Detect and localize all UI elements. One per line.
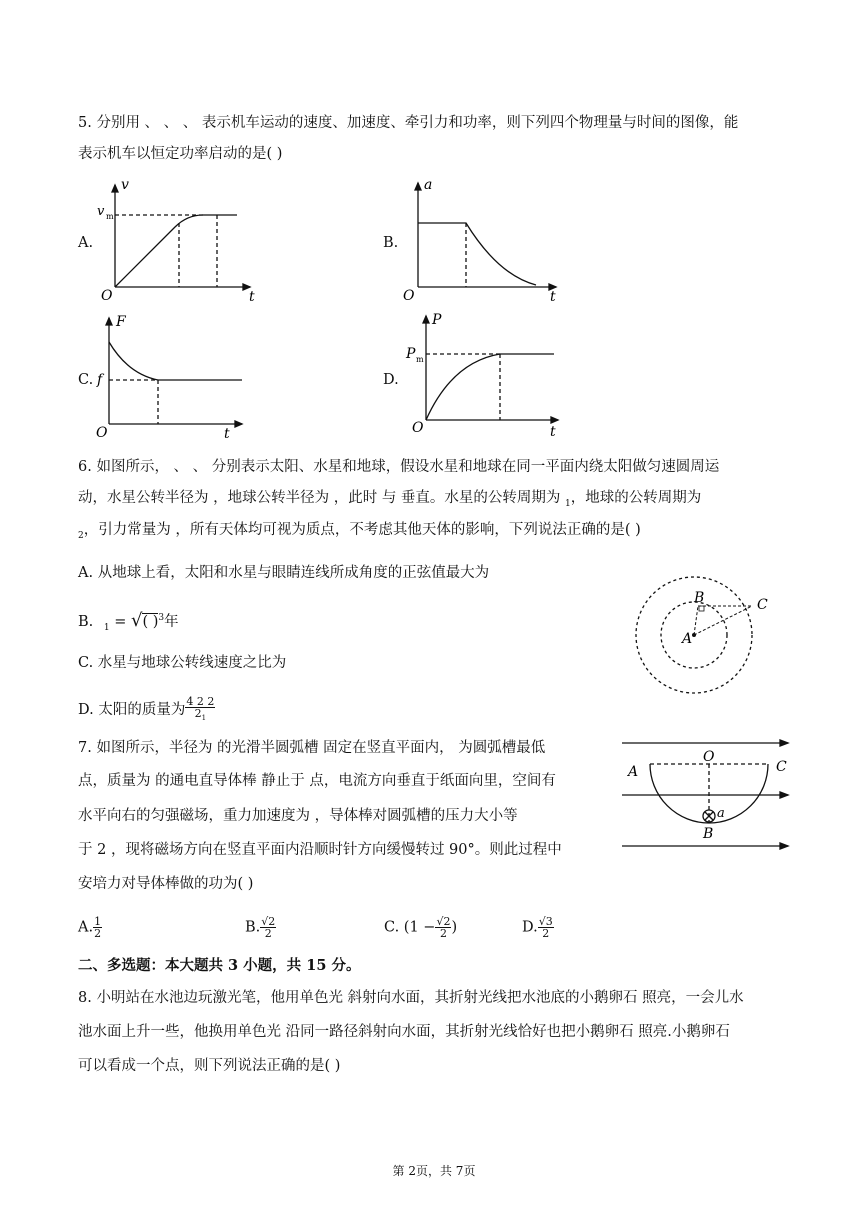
q7-line1: 7. 如图所示，半径为 的光滑半圆弧槽 固定在竖直平面内， 为圆弧槽最低 [78, 740, 546, 756]
option-5b-label: B. [383, 235, 399, 251]
q6-line1: 6. 如图所示， 、 、 分别表示太阳、水星和地球，假设水星和地球在同一平面内绕太阳做匀速圆周运 [78, 459, 720, 475]
origin-label: O [403, 288, 415, 304]
orbit-diagram [632, 578, 792, 698]
q7-option-c-num: √2 [436, 915, 451, 928]
mark-sub: m [106, 212, 114, 221]
q6-option-b-sub: 1 [103, 622, 110, 633]
q7-line4: 于 2 ，现将磁场方向在竖直平面内沿顺时针方向缓慢转过 90°。则此过程中 [78, 842, 562, 858]
q6-option-a [78, 563, 489, 583]
q7-option-d-den: 2 [542, 927, 550, 940]
q6-option-c-text: C. 水星与地球公转线速度之比为 [78, 655, 287, 671]
q6-option-d-num: 4 2 2 [186, 695, 215, 708]
mark-label: P [406, 346, 416, 362]
point-a-label: A [682, 631, 693, 647]
semicircle-diagram [622, 735, 802, 855]
q6-line3-text: ，引力常量为 ，所有天体均可视为质点，不考虑其他天体的影响，下列说法正确的是( ) [83, 522, 641, 538]
q6-line2-tail: ，地球的公转周期为 [570, 490, 702, 506]
origin-label: O [101, 288, 113, 304]
q7-line2: 点，质量为 的通电直导体棒 静止于 点，电流方向垂直于纸面向里，空间有 [78, 773, 556, 789]
q6-line2 [78, 488, 701, 514]
q7-option-b-den: 2 [264, 927, 272, 940]
axis-label: P [432, 312, 442, 328]
q7-option-a [78, 916, 102, 939]
graph-5d [404, 310, 574, 440]
q7-option-c-post: ) [451, 919, 458, 936]
q7-option-a-label: A. [78, 919, 94, 936]
page-footer: 第 2页，共 7页 [392, 1164, 476, 1178]
mark-label: f [97, 372, 103, 388]
point-b-label: B [703, 826, 714, 842]
option-5c-label: C. [78, 372, 94, 388]
mark-label: v [97, 204, 105, 219]
q6-option-d-den: 2 [194, 707, 202, 720]
q6-option-b-tail: 年 [164, 613, 179, 630]
q7-option-b-num: √2 [261, 915, 276, 928]
q6-option-b-power: 3 [158, 613, 165, 623]
graph-5c [92, 312, 252, 442]
sqrt-icon: √ [130, 609, 143, 631]
q7-line5: 安培力对导体棒做的功为( ) [78, 876, 254, 892]
q6-option-c [78, 653, 286, 673]
q7-option-a-num: 1 [94, 915, 102, 928]
q6-line2-text: 动，水星公转半径为 ，地球公转半径为 ，此时 与 垂直。水星的公转周期为 [78, 490, 566, 506]
point-c-label: C [776, 759, 787, 775]
axis-label: t [249, 289, 255, 305]
graph-5b [398, 175, 563, 305]
q7-option-c-label: C. [384, 919, 400, 936]
origin-label: O [96, 425, 108, 441]
q5-line2: 表示机车以恒定功率启动的是( ) [78, 146, 283, 162]
q6-option-d-prefix: D. 太阳的质量为 [78, 702, 186, 719]
conductor-a-label: a [717, 806, 725, 821]
axis-label: t [550, 424, 556, 440]
axis-label: a [424, 177, 433, 193]
graph-5a [95, 175, 255, 305]
q6-option-b-eq: = [114, 613, 127, 630]
point-c-label: C [757, 597, 768, 613]
axis-label: t [550, 289, 556, 305]
q6-line2-sub: 1 [565, 498, 571, 509]
q6-line3-sub: 2 [78, 530, 84, 541]
axis-label: F [116, 314, 126, 330]
q6-option-d-den-sub: 1 [201, 714, 207, 723]
option-5a-label: A. [78, 235, 94, 251]
q6-line3 [78, 520, 641, 546]
q6-option-d [78, 696, 215, 724]
q7-option-c [384, 916, 457, 939]
q7-option-c-den: 2 [439, 927, 447, 940]
q7-option-d [522, 916, 554, 939]
q8-line2: 池水面上升一些，他换用单色光 沿同一路径斜射向水面，其折射光线恰好也把小鹅卵石 照亮.小鹅卵石 [78, 1024, 730, 1040]
origin-label: O [412, 420, 424, 436]
point-b-label: B [694, 590, 705, 606]
q6-option-a-text: A. 从地球上看，太阳和水星与眼睛连线所成角度的正弦值最大为 [78, 565, 490, 581]
mark-sub: m [416, 355, 424, 364]
point-a-label: A [628, 764, 639, 780]
section-title: 二、多选题：本大题共 3 小题，共 15 分。 [78, 957, 361, 974]
option-5d-label: D. [383, 372, 399, 388]
q7-option-c-pre: (1 − [403, 919, 436, 936]
q5-line1: 5. 分别用 、 、 、 表示机车运动的速度、加速度、牵引力和功率，则下列四个物理量与时间的图像，能 [78, 115, 739, 131]
q8-line3: 可以看成一个点，则下列说法正确的是( ) [78, 1058, 341, 1074]
q6-option-d-fraction [185, 696, 215, 724]
point-o-label: O [703, 749, 715, 765]
axis-label: t [224, 426, 230, 442]
q6-option-b [78, 608, 179, 638]
q6-option-b-inner: ( ) [142, 613, 159, 630]
q7-option-b [245, 916, 276, 939]
q6-option-b-prefix: B. [78, 613, 94, 630]
q8-line1: 8. 小明站在水池边玩激光笔，他用单色光 斜射向水面，其折射光线把水池底的小鹅卵石 照亮，一会儿水 [78, 990, 744, 1006]
axis-label: v [121, 177, 129, 193]
q7-option-d-label: D. [522, 919, 538, 936]
q7-option-a-den: 2 [94, 927, 102, 940]
q7-line3: 水平向右的匀强磁场，重力加速度为 ，导体棒对圆弧槽的压力大小等 [78, 808, 518, 824]
q7-option-d-num: √3 [538, 915, 553, 928]
q7-option-b-label: B. [245, 919, 261, 936]
